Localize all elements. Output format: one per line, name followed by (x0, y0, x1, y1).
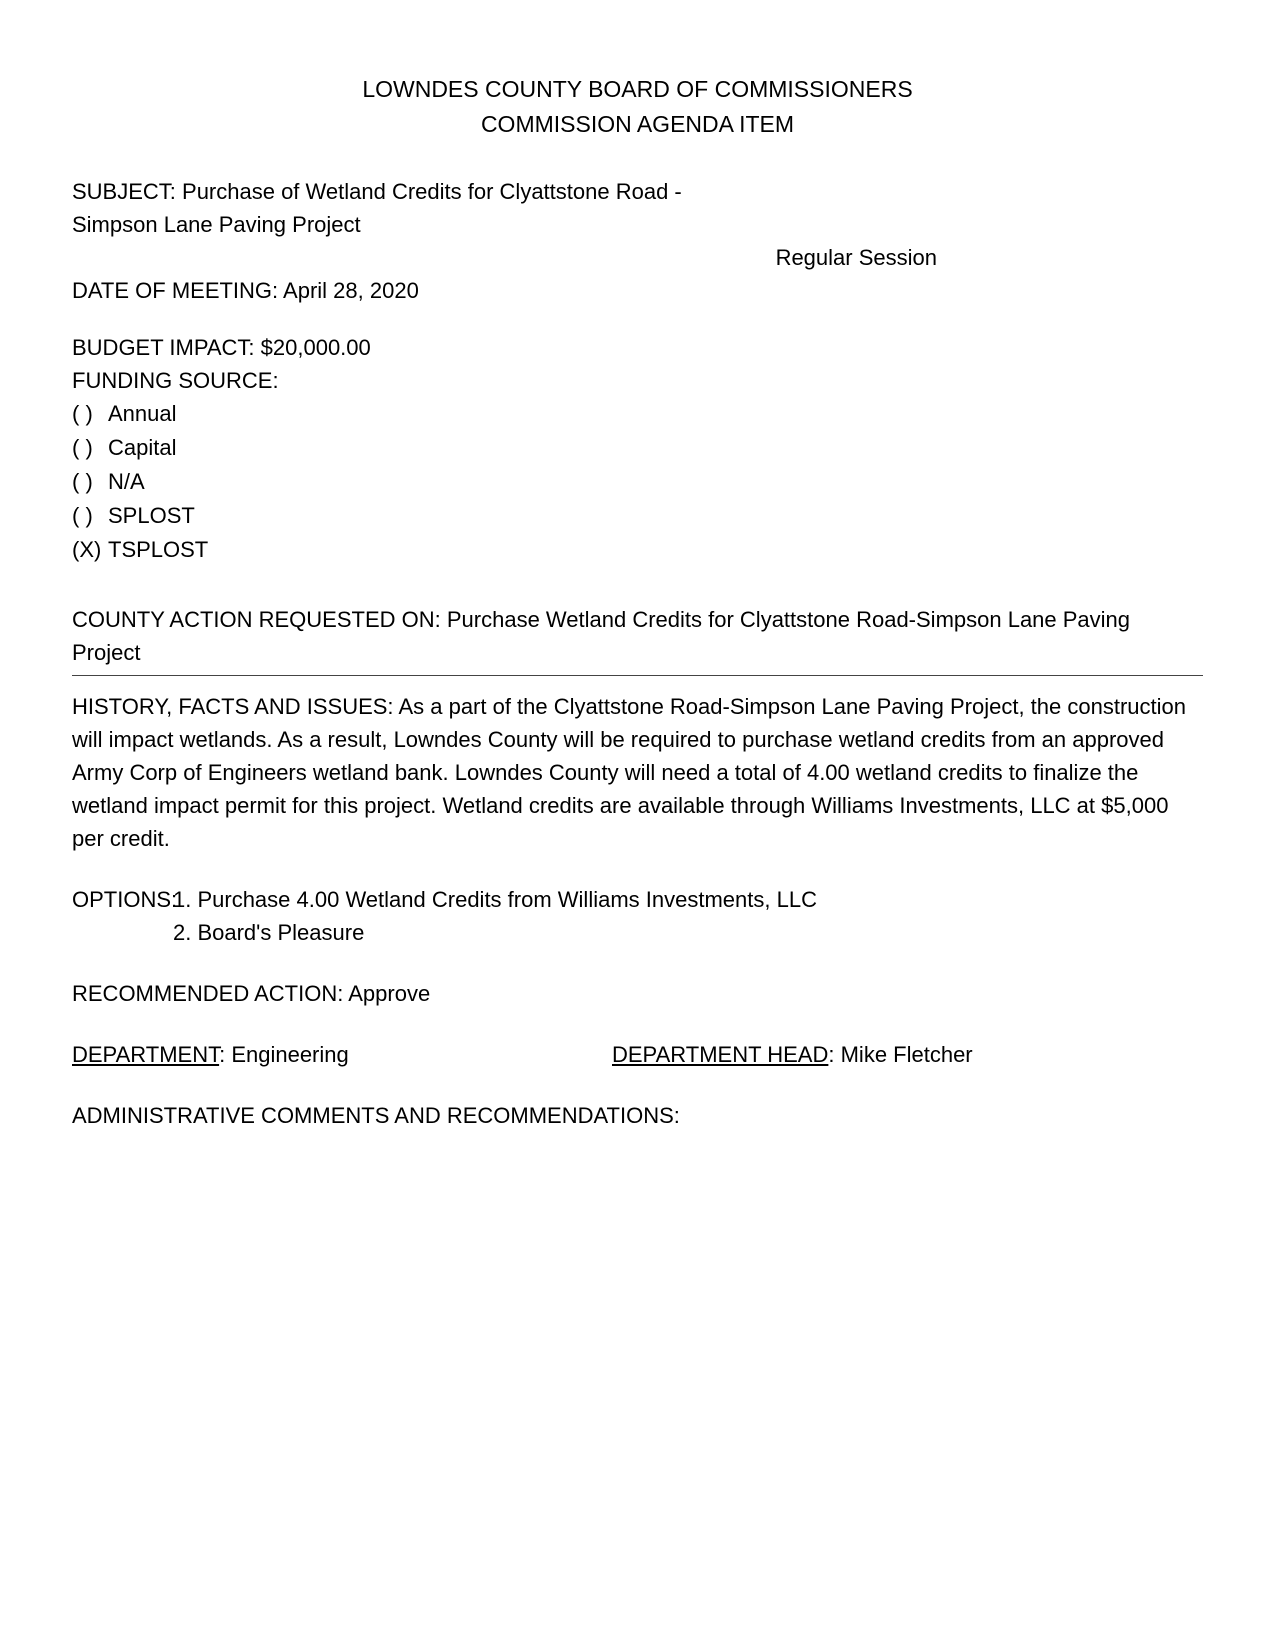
title-line-1: LOWNDES COUNTY BOARD OF COMMISSIONERS (362, 76, 913, 102)
department-head-label: DEPARTMENT HEAD (612, 1042, 829, 1068)
checkbox-mark: ( ) (72, 401, 93, 426)
department-row (72, 1038, 1203, 1071)
checkbox-mark: ( ) (72, 503, 93, 529)
options-list (173, 883, 817, 949)
funding-option-capital (72, 431, 1203, 465)
title-line-2: COMMISSION AGENDA ITEM (480, 110, 795, 137)
department-value: : Engineering (219, 1042, 349, 1068)
funding-option-splost (72, 499, 1203, 533)
checkbox-mark: ( ) (72, 469, 93, 495)
department-head-value: : Mike Fletcher (828, 1042, 973, 1068)
department-head (612, 1038, 973, 1071)
session-type: Regular Session (775, 245, 937, 270)
date-of-meeting: DATE OF MEETING: April 28, 2020 (72, 278, 419, 303)
funding-source-label: FUNDING SOURCE: (72, 368, 279, 393)
funding-option-label: N/A (108, 469, 145, 495)
option-item-1: 1. Purchase 4.00 Wetland Credits from Williams Investments, LLC (173, 887, 817, 913)
administrative-comments: ADMINISTRATIVE COMMENTS AND RECOMMENDATIONS: (72, 1103, 680, 1129)
funding-option-label: TSPLOST (108, 537, 209, 563)
funding-option-label: Annual (108, 401, 177, 426)
funding-option-label: SPLOST (108, 503, 195, 529)
checkbox-mark-checked: (X) (72, 537, 102, 563)
funding-option-tsplost (72, 533, 1203, 567)
document-title (72, 72, 1203, 141)
option-item-2: 2. Board's Pleasure (173, 920, 365, 946)
funding-option-na (72, 465, 1203, 499)
department-label: DEPARTMENT (72, 1042, 220, 1068)
funding-option-annual (72, 397, 1203, 431)
budget-impact: BUDGET IMPACT: $20,000.00 (72, 335, 371, 360)
options-label: OPTIONS: (72, 887, 178, 913)
county-action-requested: COUNTY ACTION REQUESTED ON: Purchase Wetland Credits for Clyattstone Road-Simpson Lane Paving Project (72, 603, 1203, 676)
recommended-action: RECOMMENDED ACTION: Approve (72, 981, 431, 1007)
history-facts-issues: HISTORY, FACTS AND ISSUES: As a part of the Clyattstone Road-Simpson Lane Paving Project, the construction will impact wetlands. As a result, Lowndes County will be required to purchase wetland credits from an approved Army Corp of Engineers wetland bank. Lowndes County will need a total of 4.00 wetland credits to finalize the wetland impact permit for this project. Wetland credits are available through Williams Investments, LLC at $5,000 per credit. (72, 694, 1186, 852)
department (72, 1038, 612, 1071)
funding-option-label: Capital (108, 435, 177, 461)
funding-options-list (72, 397, 1203, 567)
subject-line: SUBJECT: Purchase of Wetland Credits for Clyattstone Road - Simpson Lane Paving Project (72, 179, 682, 237)
checkbox-mark: ( ) (72, 435, 93, 461)
options-section (72, 883, 1203, 949)
